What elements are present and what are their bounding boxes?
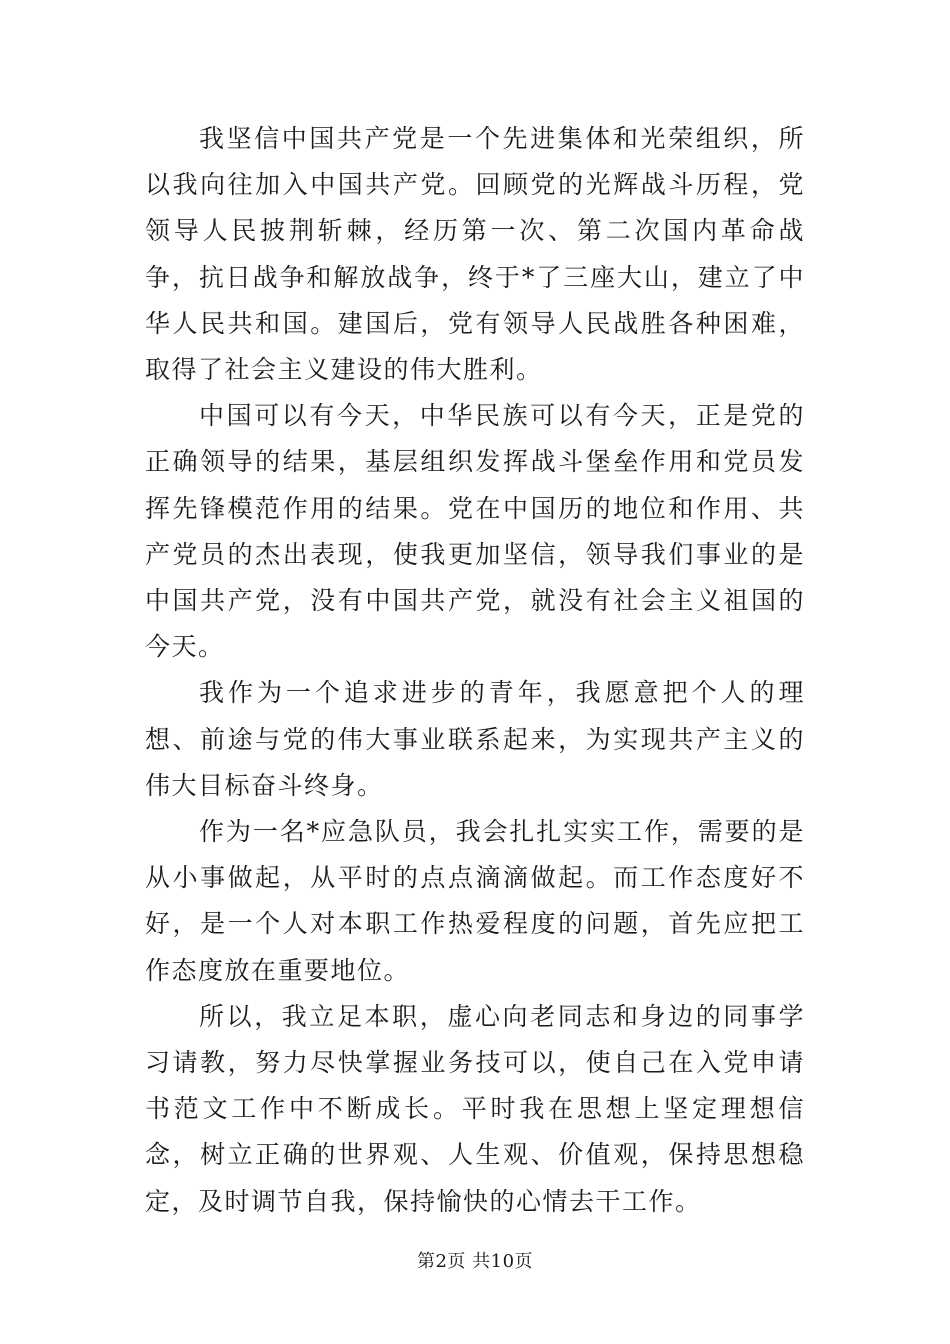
paragraph-5: 所以，我立足本职，虚心向老同志和身边的同事学习请教，努力尽快掌握业务技可以，使自己在入党申请书范文工作中不断成长。平时我在思想上坚定理想信念，树立正确的世界观、人生观、价值观，保持思想稳定，及时调节自我，保持愉快的心情去干工作。 <box>145 1001 805 1216</box>
paragraph-4: 作为一名*应急队员，我会扎扎实实工作，需要的是从小事做起，从平时的点点滴滴做起。而工作态度好不好，是一个人对本职工作热爱程度的问题，首先应把工作态度放在重要地位。 <box>145 817 805 985</box>
paragraph-2: 中国可以有今天，中华民族可以有今天，正是党的正确领导的结果，基层组织发挥战斗堡垒作用和党员发挥先锋模范作用的结果。党在中国历的地位和作用、共产党员的杰出表现，使我更加坚信，领导我们事业的是中国共产党，没有中国共产党，就没有社会主义祖国的今天。 <box>145 401 805 662</box>
document-body <box>145 116 805 1225</box>
paragraph-1: 我坚信中国共产党是一个先进集体和光荣组织，所以我向往加入中国共产党。回顾党的光辉战斗历程，党领导人民披荆斩棘，经历第一次、第二次国内革命战争，抗日战争和解放战争，终于*了三座大山，建立了中华人民共和国。建国后，党有领导人民战胜各种困难，取得了社会主义建设的伟大胜利。 <box>145 124 805 385</box>
page-number-footer: 第2页 共10页 <box>416 1251 534 1272</box>
paragraph-3: 我作为一个追求进步的青年，我愿意把个人的理想、前途与党的伟大事业联系起来，为实现共产主义的伟大目标奋斗终身。 <box>145 678 805 800</box>
